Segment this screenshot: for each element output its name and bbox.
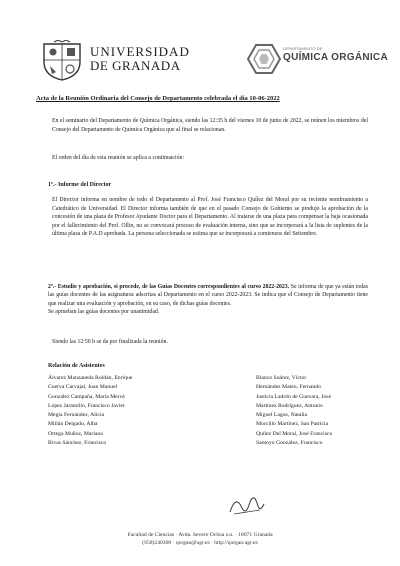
attendee: Miguel Lagos, Natalia bbox=[256, 412, 308, 419]
attendee: Blanco Suárez, Víctor bbox=[256, 375, 307, 381]
attendee: Millán Delgado, Alba bbox=[48, 421, 98, 428]
attendee: Santoyo González, Francisco bbox=[256, 440, 323, 447]
university-crest-icon bbox=[40, 40, 84, 82]
page-footer bbox=[0, 532, 400, 547]
attendee: Ortega Muñoz, Mariano bbox=[48, 430, 104, 437]
attendee: Rivas Sánchez, Francisco bbox=[48, 440, 107, 447]
attendees-column-left bbox=[48, 374, 132, 448]
attendee: Quílez Del Moral, José Francisco bbox=[256, 430, 333, 437]
attendee: Álvarez Manzaneda Roldán, Enrique bbox=[48, 375, 133, 381]
section1-title: 1º.- Informe del Director bbox=[48, 182, 112, 188]
section2-body: Se informa de que ya están todas las guías docentes de las asignaturas adscritas al Departamento en el curso 2022-2023. Se indica que el Consejo de Departamento tiene que realizar una evaluación y aprobación, en su caso, de dichas guías docentes. bbox=[48, 284, 368, 307]
section1-body: El Director informa en nombre de todo el Departamento al Prof. José Francisco Quílez del Moral por su reciente nombramiento a Catedrático de Universidad. El Director informa también de que en el pasado Consejo de Gobierno se produjo la aprobación de la concesión de una plaza de Profesor Ayudante Doctor para el Departamento. Al tratarse de una plaza para compensar la baja ocasionada por el fallecimiento del Prof. Ollin, no se convocará proceso de evaluación interna, sino que se incorporará a la lista de suplentes de la última plaza de P.A.D aprobada. La persona seleccionada se estima que se incorporará a comienzos del Setiembre. bbox=[52, 197, 368, 238]
department-name: QUÍMICA ORGÁNICA bbox=[283, 52, 388, 63]
signature-mark bbox=[226, 490, 266, 520]
section2-title: 2º.- Estudio y aprobación, si procede, de las Guías Docentes correspondientes al curso 2022-2023. bbox=[48, 284, 290, 290]
document-title: Acta de la Reunión Ordinaria del Consejo de Departamento celebrada el día 10-06-2022 bbox=[36, 95, 280, 102]
attendee: Morcillo Martínez, San Patricia bbox=[256, 421, 329, 428]
footer-address: Facultad de Ciencias · Avda. Severo Ochoa s.n. · 18071 Granada bbox=[127, 532, 273, 538]
attendee: Megía Fernández, Alicia bbox=[48, 412, 105, 419]
attendees-title: Relación de Asistentes bbox=[48, 363, 105, 369]
section2-result: Se aprueban las guías docentes por unanimidad. bbox=[48, 309, 160, 316]
attendee: López Jaramillo, Francisco Javier bbox=[48, 402, 125, 409]
university-line2: DE GRANADA bbox=[90, 58, 181, 73]
letterhead bbox=[0, 0, 400, 90]
attendee: Martínez Rodríguez, Antonio bbox=[256, 402, 323, 409]
footer-contact: (958)240300 · qorgan@ugr.es · http://qorgan.ugr.es bbox=[142, 539, 258, 546]
attendee: Cuerva Carvajal, Juan Manuel bbox=[48, 384, 118, 391]
intro-paragraph: En el seminario del Departamento de Química Orgánica, siendo las 12:35 h del viernes 10 de junio de 2022, se reúnen los miembros del Consejo del Departamento de Química Orgánica que al final se relacionan. bbox=[52, 118, 368, 133]
department-prefix: DEPARTAMENTO DE bbox=[283, 46, 323, 51]
attendee: González Campaña, María Mercè bbox=[48, 393, 125, 400]
section2 bbox=[48, 283, 368, 317]
attendee: Hernández Mateo, Fernando bbox=[256, 384, 321, 391]
university-line1: UNIVERSIDAD bbox=[90, 44, 190, 59]
attendee: Justicia Ladrón de Guevara, José bbox=[256, 393, 332, 400]
agenda-line: El orden del día de esta reunión se aplica a continuación: bbox=[52, 155, 184, 161]
closing-line: Siendo las 12:50 h se da por finalizada la reunión. bbox=[52, 339, 168, 345]
university-name bbox=[90, 45, 190, 73]
attendees-column-right bbox=[256, 374, 332, 448]
department-hexagon-icon bbox=[247, 44, 281, 74]
